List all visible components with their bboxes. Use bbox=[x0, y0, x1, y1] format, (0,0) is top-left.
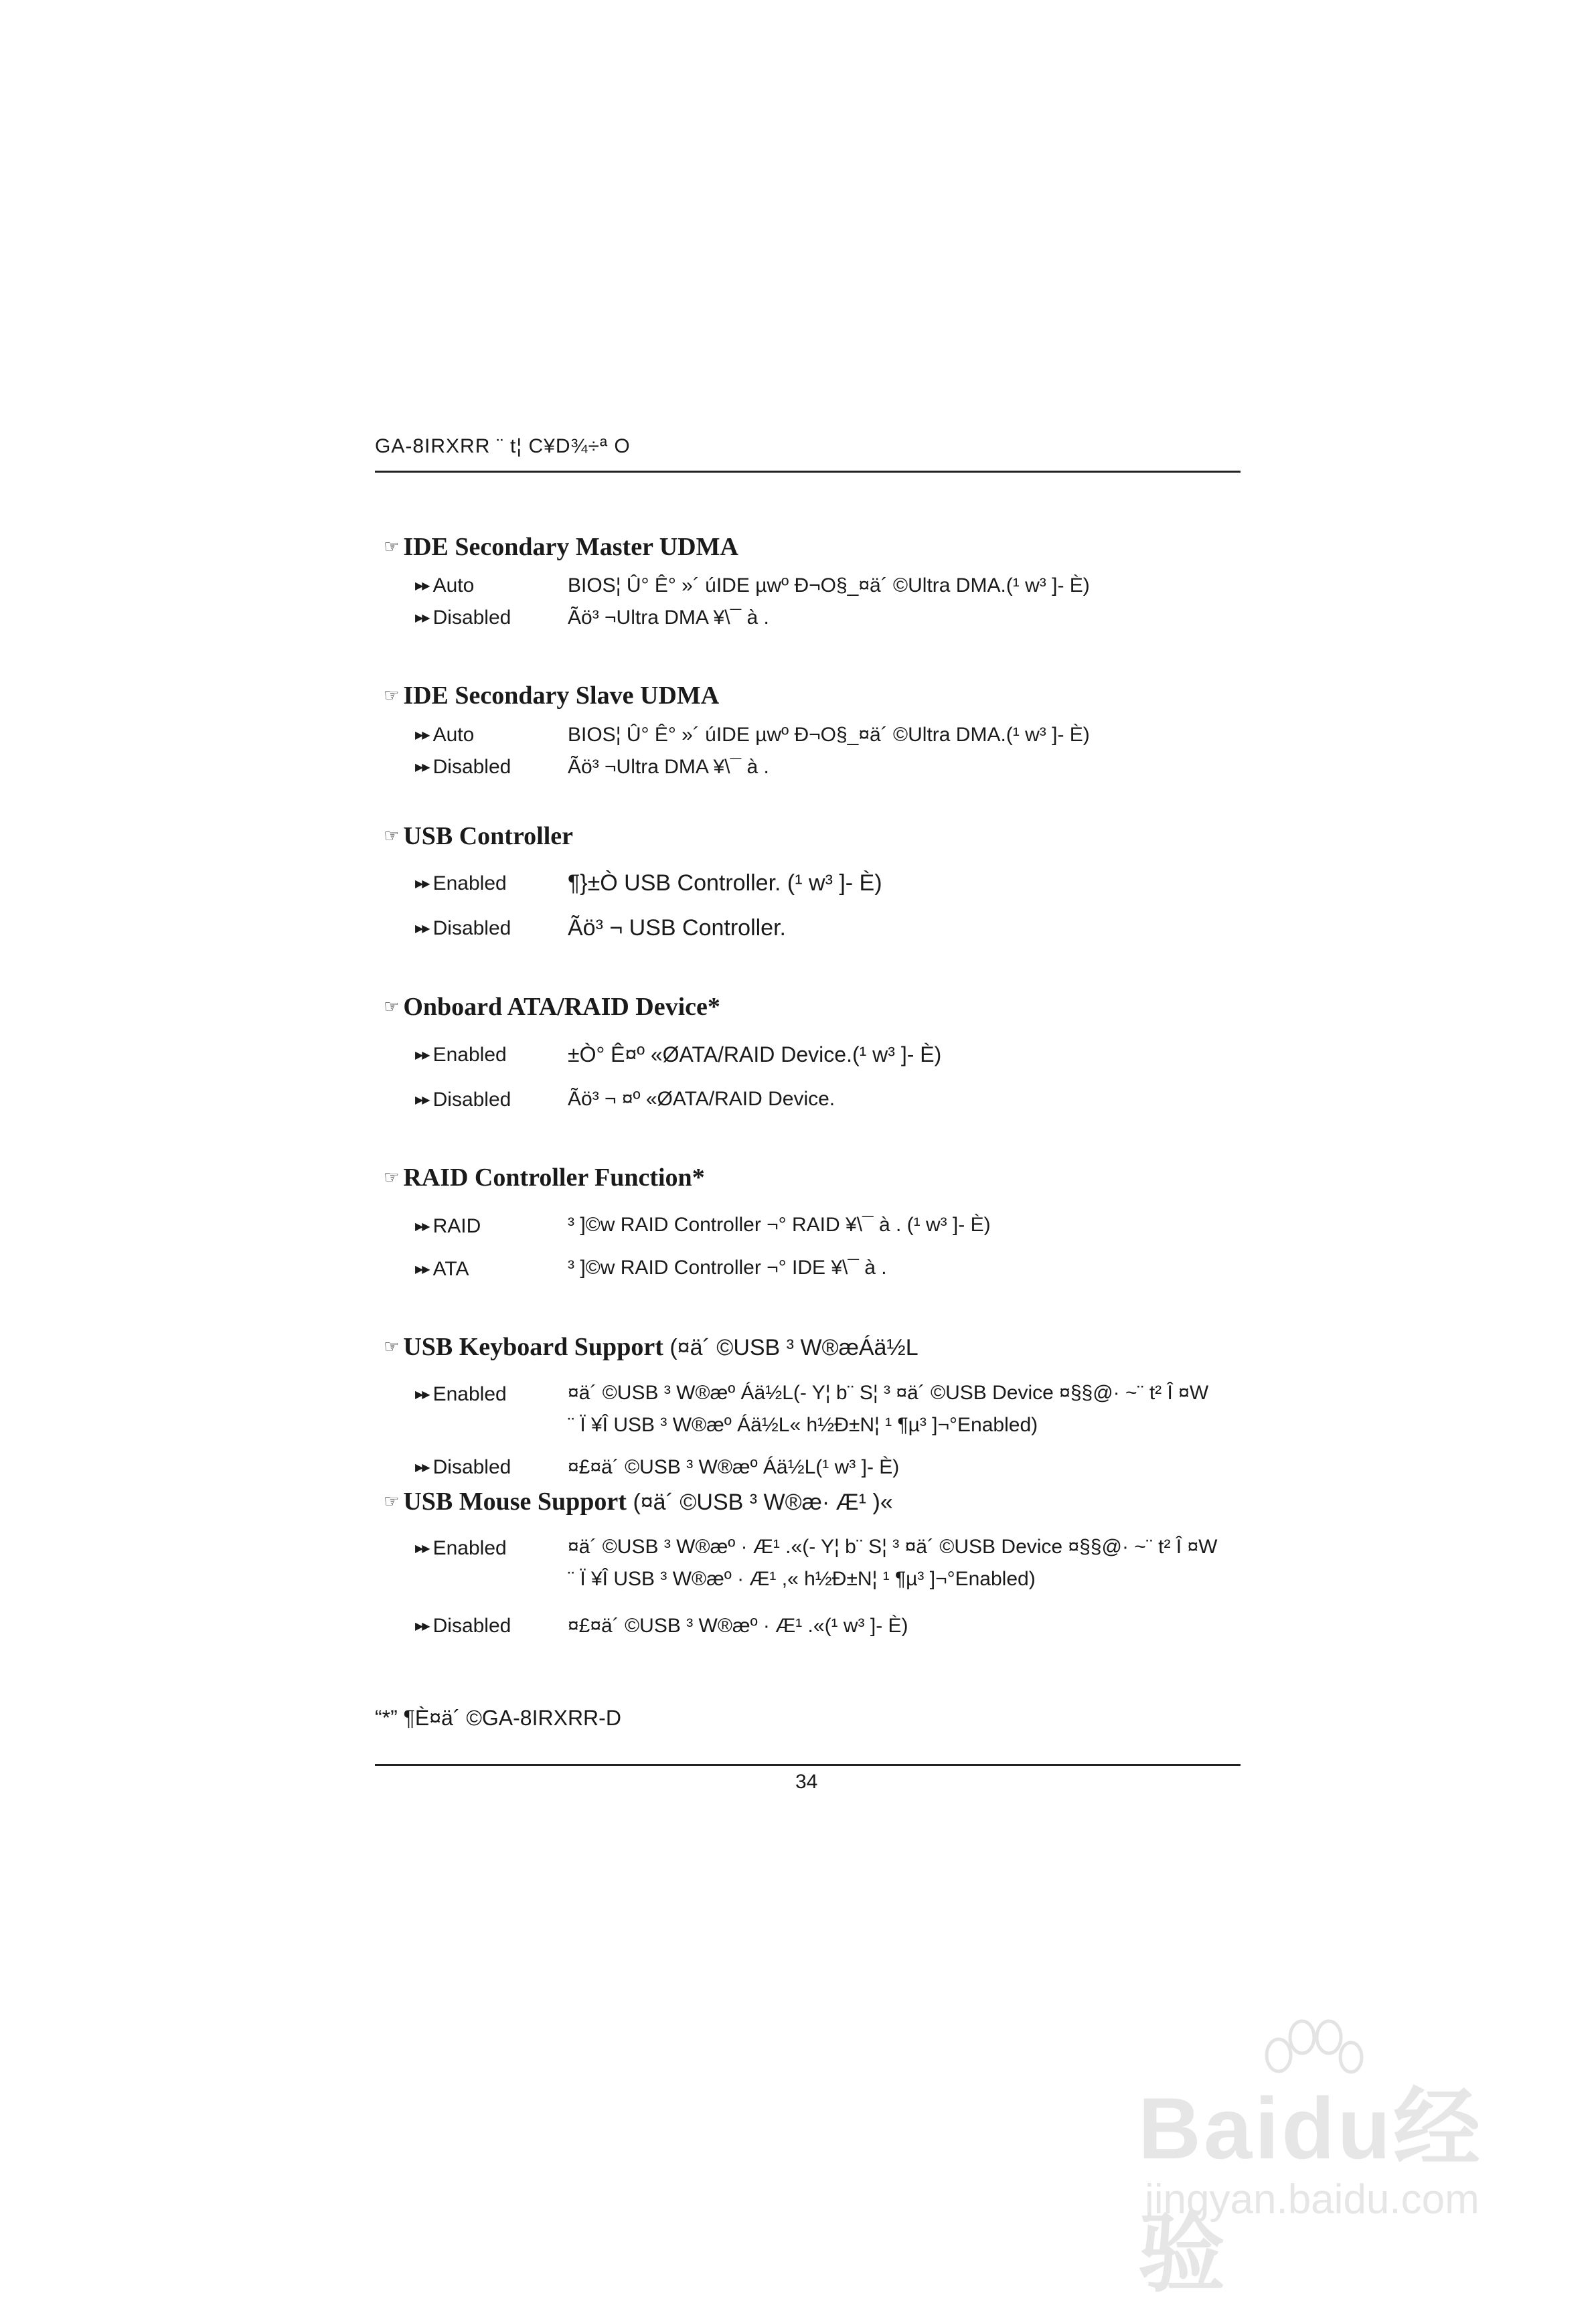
footer-rule bbox=[375, 1764, 1241, 1766]
option-name: ▶▶ Enabled bbox=[415, 1537, 507, 1559]
section-heading bbox=[384, 992, 720, 1022]
section-title: IDE Secondary Master UDMA bbox=[403, 533, 738, 561]
option-name: ▶▶ Enabled bbox=[415, 1044, 507, 1066]
double-arrow-icon: ▶▶ bbox=[415, 1543, 429, 1555]
option-description: Ãö³ ¬ ¤º «ØATA/RAID Device. bbox=[568, 1088, 835, 1110]
option-name: ▶▶ Disabled bbox=[415, 607, 511, 629]
section-title: IDE Secondary Slave UDMA bbox=[403, 682, 720, 710]
option-description: ¤£¤ä´ ©USB ³ W®æº · Æ¹ .«(¹ w³ ]- È) bbox=[568, 1615, 908, 1637]
option-description: Ãö³ ¬Ultra DMA ¥\¯ à . bbox=[568, 607, 769, 629]
option-description: ¤ä´ ©USB ³ W®æº Áä½L(- Y¦ b¨ S¦ ³ ¤ä´ ©USB Device ¤§§@· ~¨ t² Î ¤W bbox=[568, 1382, 1209, 1404]
section-heading bbox=[384, 681, 719, 710]
double-arrow-icon: ▶▶ bbox=[415, 1462, 429, 1474]
pointing-hand-icon: ☞ bbox=[384, 826, 400, 846]
double-arrow-icon: ▶▶ bbox=[415, 613, 429, 624]
option-description: Ãö³ ¬ USB Controller. bbox=[568, 915, 786, 941]
section-heading bbox=[384, 821, 573, 851]
header-rule bbox=[375, 471, 1241, 473]
page-number: 34 bbox=[795, 1771, 818, 1793]
option-description: Ãö³ ¬Ultra DMA ¥\¯ à . bbox=[568, 756, 769, 778]
option-description: ¤£¤ä´ ©USB ³ W®æº Áä½L(¹ w³ ]- È) bbox=[568, 1456, 900, 1478]
option-name: ▶▶ Disabled bbox=[415, 1456, 511, 1478]
option-description-continued: ¨ Ï ¥Î USB ³ W®æº Áä½L« h½Ð±N¦ ¹ ¶µ³ ]¬°Enabled) bbox=[568, 1414, 1038, 1436]
option-description: ¤ä´ ©USB ³ W®æº · Æ¹ .«(- Y¦ b¨ S¦ ³ ¤ä´ ©USB Device ¤§§@· ~¨ t² Î ¤W bbox=[568, 1536, 1218, 1558]
option-description: BIOS¦ Û° Ê° »´ úIDE µwº Ð¬O§_¤ä´ ©Ultra DMA.(¹ w³ ]- È) bbox=[568, 724, 1090, 746]
option-description: ³ ]©w RAID Controller ¬° IDE ¥\¯ à . bbox=[568, 1257, 887, 1279]
pointing-hand-icon: ☞ bbox=[384, 1492, 400, 1512]
option-name: ▶▶ Enabled bbox=[415, 1383, 507, 1405]
double-arrow-icon: ▶▶ bbox=[415, 1264, 429, 1275]
double-arrow-icon: ▶▶ bbox=[415, 923, 429, 935]
option-description: ±Ò° Ê¤º «ØATA/RAID Device.(¹ w³ ]- È) bbox=[568, 1042, 942, 1066]
baidu-watermark bbox=[1098, 2018, 1526, 2302]
option-name: ▶▶ Disabled bbox=[415, 1615, 511, 1637]
section-title: USB Controller bbox=[403, 822, 573, 850]
pointing-hand-icon: ☞ bbox=[384, 537, 400, 557]
option-description-continued: ¨ Ï ¥Î USB ³ W®æº · Æ¹ ,« h½Ð±N¦ ¹ ¶µ³ ]¬°Enabled) bbox=[568, 1568, 1036, 1590]
section-heading bbox=[384, 1163, 705, 1192]
double-arrow-icon: ▶▶ bbox=[415, 1389, 429, 1401]
double-arrow-icon: ▶▶ bbox=[415, 762, 429, 773]
section-title-extra: (¤ä´ ©USB ³ W®æ· Æ¹ )« bbox=[633, 1490, 893, 1515]
section-heading bbox=[384, 1487, 893, 1516]
section-heading bbox=[384, 532, 738, 562]
option-name: ▶▶ Disabled bbox=[415, 756, 511, 778]
option-description: ¶}±Ò USB Controller. (¹ w³ ]- È) bbox=[568, 870, 882, 896]
option-name: ▶▶ RAID bbox=[415, 1215, 481, 1237]
double-arrow-icon: ▶▶ bbox=[415, 878, 429, 890]
section-heading bbox=[384, 1332, 919, 1362]
option-name: ▶▶ Auto bbox=[415, 574, 475, 596]
option-name: ▶▶ Enabled bbox=[415, 872, 507, 894]
option-name: ▶▶ Disabled bbox=[415, 1089, 511, 1111]
pointing-hand-icon: ☞ bbox=[384, 997, 400, 1017]
page-header: GA-8IRXRR ¨ t¦ C¥D¾÷ª O bbox=[375, 435, 631, 457]
double-arrow-icon: ▶▶ bbox=[415, 1621, 429, 1632]
pointing-hand-icon: ☞ bbox=[384, 1168, 400, 1188]
section-title: RAID Controller Function* bbox=[403, 1164, 705, 1192]
option-description: ³ ]©w RAID Controller ¬° RAID ¥\¯ à . (¹ w³ ]- È) bbox=[568, 1214, 991, 1236]
double-arrow-icon: ▶▶ bbox=[415, 1050, 429, 1061]
section-title: Onboard ATA/RAID Device* bbox=[403, 993, 720, 1021]
section-title-extra: (¤ä´ ©USB ³ W®æÁä½L bbox=[669, 1335, 919, 1360]
footnote: “*” ¶È¤ä´ ©GA-8IRXRR-D bbox=[375, 1706, 621, 1730]
option-name: ▶▶ Auto bbox=[415, 724, 475, 746]
pointing-hand-icon: ☞ bbox=[384, 1337, 400, 1357]
watermark-url: jingyan.baidu.com bbox=[1145, 2176, 1480, 2223]
double-arrow-icon: ▶▶ bbox=[415, 1095, 429, 1106]
section-title: USB Mouse Support bbox=[403, 1488, 627, 1516]
option-description: BIOS¦ Û° Ê° »´ úIDE µwº Ð¬O§_¤ä´ ©Ultra DMA.(¹ w³ ]- È) bbox=[568, 574, 1090, 596]
option-name: ▶▶ Disabled bbox=[415, 917, 511, 939]
double-arrow-icon: ▶▶ bbox=[415, 730, 429, 741]
pointing-hand-icon: ☞ bbox=[384, 686, 400, 706]
option-name: ▶▶ ATA bbox=[415, 1258, 469, 1280]
double-arrow-icon: ▶▶ bbox=[415, 580, 429, 592]
watermark-logo: Baidu经验 bbox=[1138, 2079, 1484, 2302]
double-arrow-icon: ▶▶ bbox=[415, 1221, 429, 1232]
section-title: USB Keyboard Support bbox=[403, 1333, 663, 1361]
